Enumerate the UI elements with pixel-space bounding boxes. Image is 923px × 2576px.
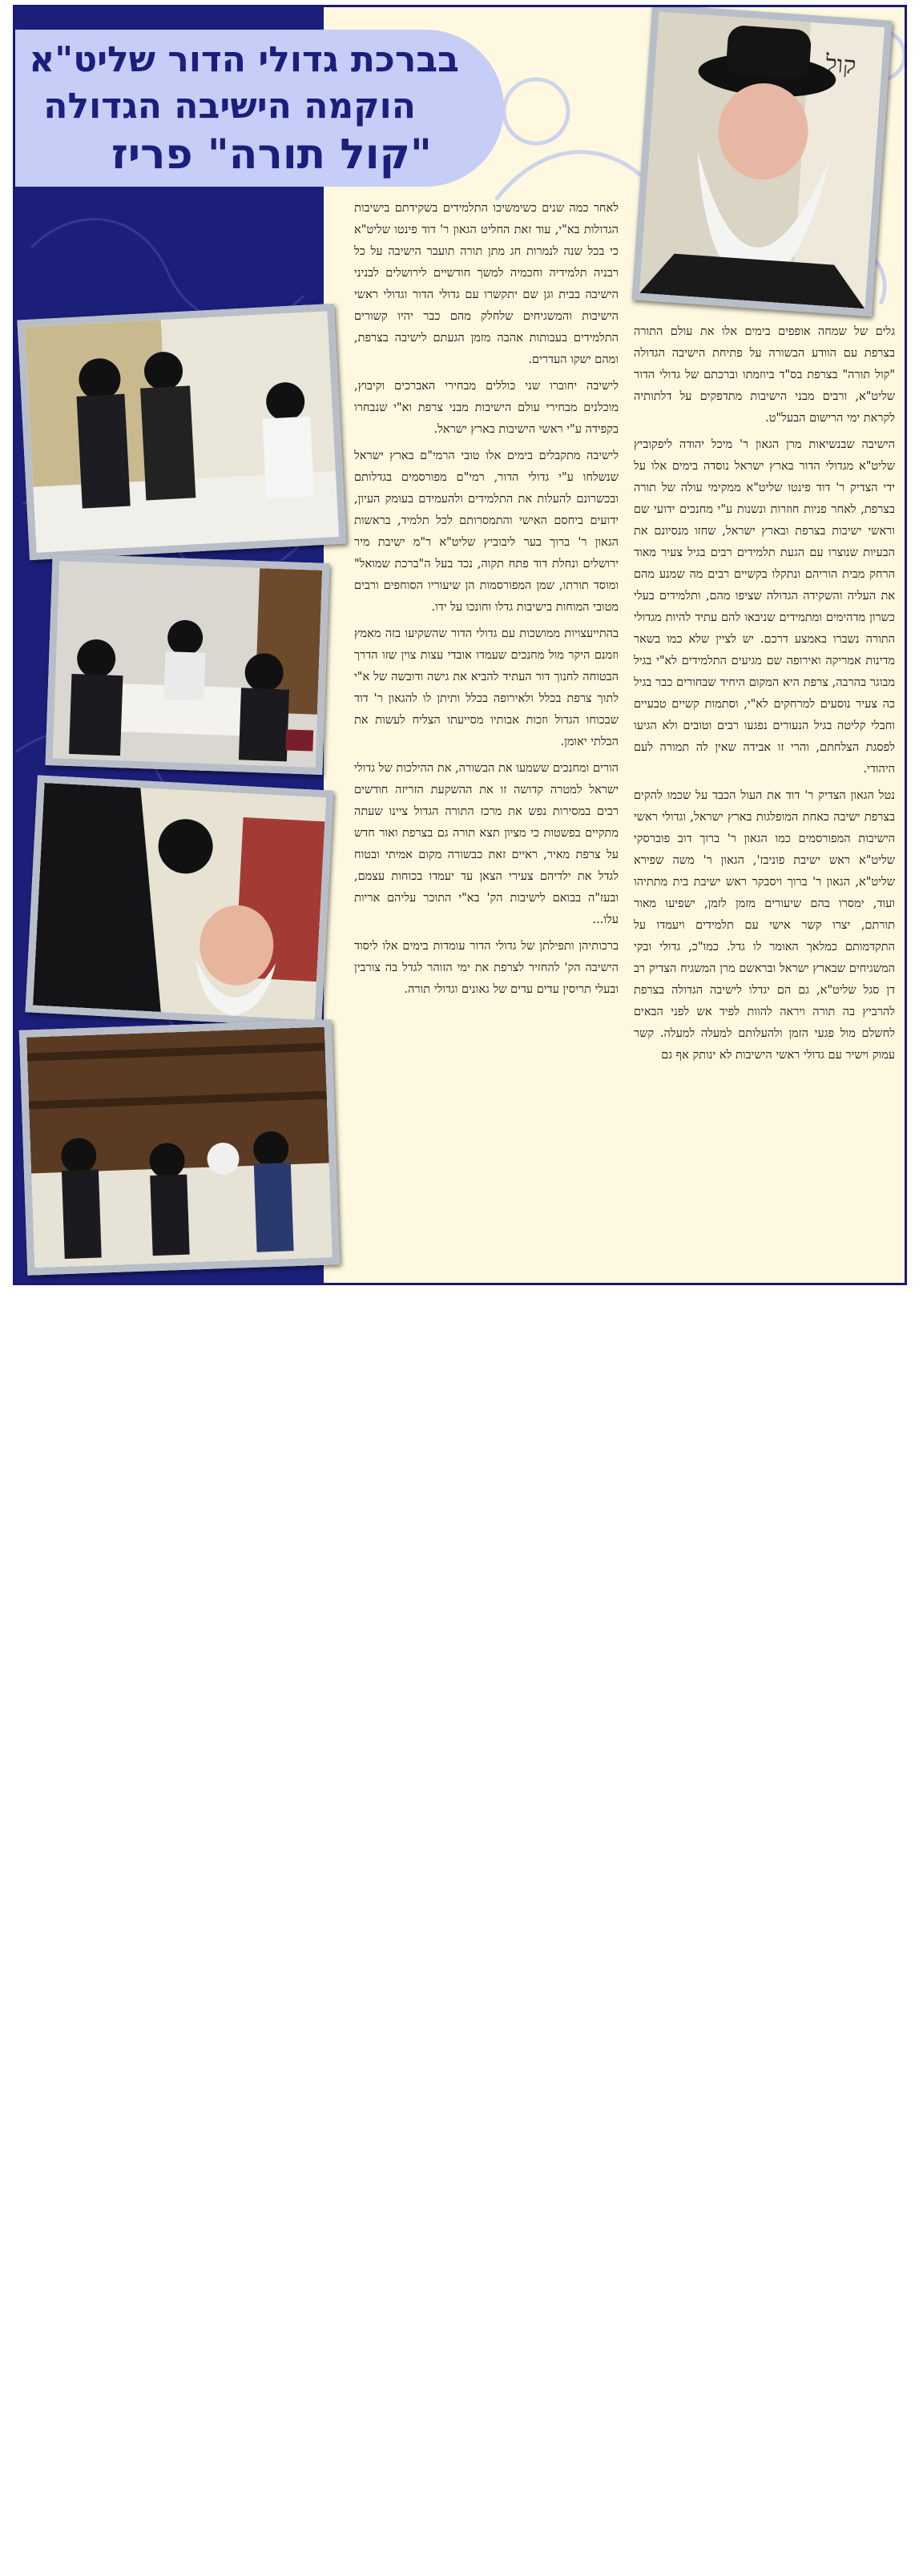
- portrait-photo: [631, 5, 892, 316]
- paragraph: בהתייעצויות ממושכות עם גדולי הדור שהשקיעו בזה מאמץ וזמנם היקר מול מחנכים שעמדו אובדי עצות צוין שזו הדרך הבטוחה לחנוך דור העתיד להביא את גישה ודובשה של א"י לתוך צרפת בכלל ולאירופה בכלל ותיתן לו להגאון ר' דוד שבכוחו הגדול וזכות אבותיו מסייעתו הצליח לעשות את הבלתי יאומן.: [354, 627, 619, 748]
- photo-elder-rabbi: [26, 776, 334, 1028]
- meeting-photo-icon: [25, 311, 339, 552]
- headline-banner: [15, 30, 504, 187]
- headline-line-3: "קול תורה" פריז: [111, 131, 432, 179]
- paragraph: לישיבה מתקבלים בימים אלו טובי הרמי"ם בארץ ישראל שנשלחו ע"י גדולי הדור, רמי"ם מפורסמים בגדלותם ובכשרונם להעלות את התלמידים ולהעמידם בעומק העיון, ידועים ביחסם האישי והתמסרותם לכל תלמיד, בראשות הגאון ר' ברוך בער ליבוביץ שליט"א ר"מ ישיבת מיר ירושלים ונחלת דוד פתח תקוה, נכד בעל ה"ברכת שמואל" ומוסד תורתו, שמן המפורסמות הן שיעוריו הסוחפים ורבים מטובי המוחות בישיבות גדלו וחונכו על ידו.: [354, 449, 619, 614]
- headline-line-2: הוקמה הישיבה הגדולה: [43, 86, 416, 127]
- rabbi-portrait-icon: [639, 12, 885, 309]
- article-page: [13, 5, 907, 1285]
- paragraph: לישיבה יחוברו שני כוללים מבחירי האברכים וקיבוץ, מוכלנים מבחירי עולם הישיבות מבני צרפת וא"י שנבחרו בקפידה ע"י ראשי הישיבות בארץ ישראל.: [354, 380, 619, 436]
- paragraph: ברכותיהן ותפילתן של גדולי הדור עומדות בימים אלו ליסוד הישיבה הק' להחזיר לצרפת את ימי הזוהר לגדל בה צורבין ובעלי תריסין עדים עדים של גאונים וגדולי תורה.: [354, 940, 619, 996]
- wall-sign-text: קול: [824, 50, 857, 80]
- paragraph: הורים ומחנכים ששמעו את הבשורה, את ההילכות של גדולי ישראל למטרה קדושה זו את ההשקעת הזריזה חודשים רבים במסירות נפש את מרכז התורה הגדול ציינו שעתה מתקיים בפשטות כי מציון תצא תורה גם בצרפת ואור חדש על צרפת מאיר, ראיים זאת כבשורה מקום אמיתי ובטוח לגדל את ילדיהם צעירי הצאן עד יעמדו בכוחות עצמם, ובעז"ה בבואם לישיבות הק' בא"י התוכר עליהם אריות עלו...: [354, 762, 619, 926]
- article-column-right: [634, 321, 895, 1071]
- study-table-photo-icon: [53, 561, 322, 767]
- paragraph: לאחר כמה שנים כשימשיכו התלמידים בשקידתם בישיבות הגדולות בא"י, עוד זאת החליט הגאון ר' דוד פינטו שליט"א כי בכל שנה לנמרות חג מתן תורה תועבר הישיבה על כל רבניה תלמידיה וחכמיה למשך חודשיים לירושלים לבניני הישיבה בבית וגן שם יתקשרו עם גדולי הדור וגדולי ראשי הישיבות והמשגיחים שלחלק מהם כבר יהיו קשורים התלמידים בעבותות אהבה מזמן הגעתם לישיבה בצרפת, ומהם ישקו העדרים.: [354, 202, 619, 366]
- paragraph: נטל הגאון הצדיק ר' דוד את העול הכבד על שכמו להקים בצרפת ישיבה כאחת המופלגות בארץ ישראל, וגדולי ראשי הישיבות המפורסמים כמו הגאון ר' ברוך דוב פוברסקי שליט"א ראש ישיבת פוניבז', הגאון ר' משה שפירא שליט"א, הגאון ר' ברוך ויסבקר ראש ישיבת בית מתתיהו ועוד, ימסרו בהם שיעורים מזמן לזמן, ישפיעו מאור תורתם, יצרו קשר אישי עם תלמידים ויעמדו על התקדמותם כמלאך האומר לו גדל. כמו"כ, גדולי ובקי המשגיחים שבארץ ישראל ובראשם מרן המשגיח הצדיק רב דן סגל שליט"א, גם הם יגדלו לישיבה הגדולה בצרפת להרביץ בה תורה ויראה להוות לפיד אש לפני הבאים לחשלם מול פגעי הזמן ולהעלותם למעלה למעלה. קשר עמוק וישיר עם גדולי ראשי הישיבות לא ינותק אף גם: [634, 789, 895, 1062]
- elder-rabbi-photo-icon: [33, 783, 326, 1020]
- photo-bookshelf-meeting: [19, 1019, 340, 1275]
- article-column-middle: [354, 198, 619, 1006]
- photo-meeting-table-1: [17, 304, 346, 560]
- paragraph: הישיבה שבנשיאות מרן הגאון ר' מיכל יהודה ליפקוביץ שליט"א מגדולי הדור בארץ ישראל נוסדה בימים אלו על ידי הצדיק ר' דוד פינטו שליט"א ממקימי עולה של תורה בצרפת, לאחר פניות חוזרות ונשנות ע"י מחנכים ידועי שם וראשי ישיבות בצרפת ובארץ ישראל, שחזו מנסיונם את הבעיות שנוצרו עם הגעת תלמידים רבים בגיל צעיר מאוד הרחק מבית הוריהם ונתקלו בקשיים רבים מה שמנע מהם את העליה והשקידה הגדולה שציפו מהם, ותלמידים בעלי כשרון מדהימים ומתמידים שניבאו להם עתיד להיות מגדולי התורה נשברו באמצע דרכם. יש לציין שלא כמו בשאר מדינות אמריקה ואירופה שם מגיעים התלמידים לא"י בגיל מבוגר בהרבה, צרפת היא המקום היחיד שבחורים כבר בגיל כה צעיר נוסעים למרחקים לא"י, וסתמות קשיים טבעיים וחבלי קליטה בגיל הנעורים נפגעו רבים וטובים ולא הגיעו לפסגת הצלחתם, והרי זו אבידה שאין לה תמורה לעם היהודי.: [634, 438, 895, 776]
- paragraph: גלים של שמחה אופפים בימים אלו את עולם התורה בצרפת עם הוודע הבשורה על פתיחת הישיבה הגדולה "קול תורה" בצרפת בס"ד ביוזמתו וברכתם של גדולי הדור שליט"א, ורבים מבני הישיבות מתדפקים על דלתותיה לקראת ימי הרישום הבעל"ט.: [634, 325, 895, 425]
- headline-line-1: בברכת גדולי הדור שליט"א: [29, 39, 459, 80]
- photo-meeting-table-2: [45, 554, 329, 775]
- bookshelf-meeting-photo-icon: [26, 1027, 333, 1268]
